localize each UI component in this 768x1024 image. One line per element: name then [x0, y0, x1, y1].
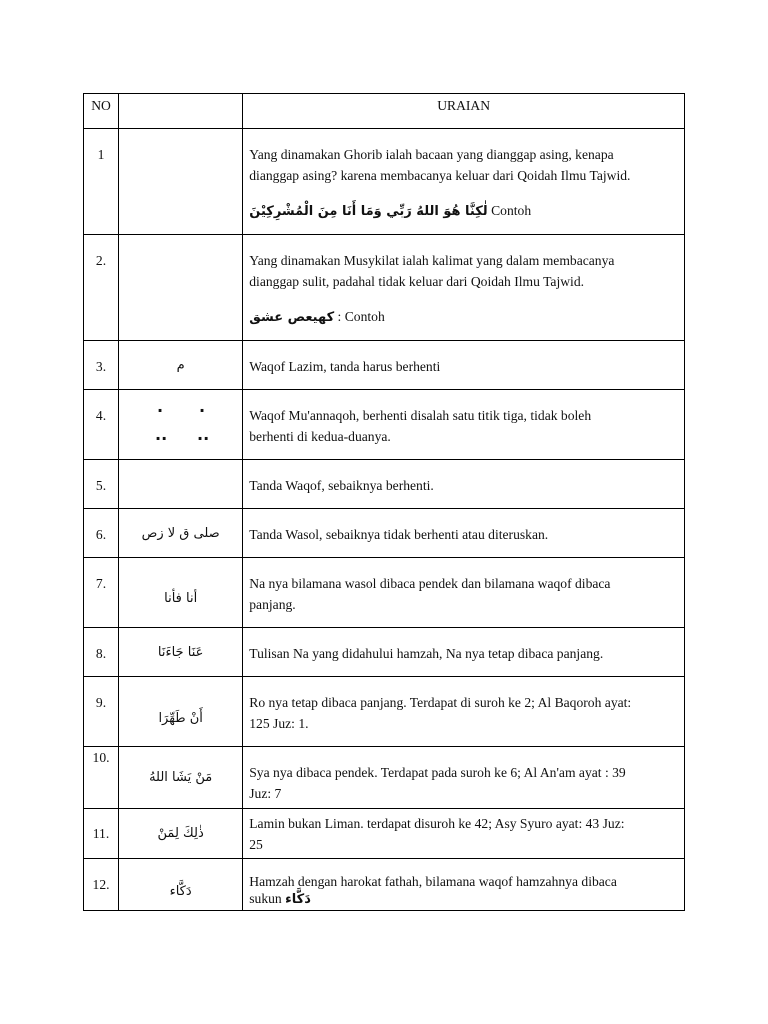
- row-symbol: ذٰلِكَ لِمَنْ: [119, 809, 243, 859]
- table-row: [84, 509, 685, 558]
- example-arabic: كهيعص عشق: [249, 310, 335, 325]
- table-row: [84, 235, 685, 341]
- description-line: berhenti di kedua-duanya.: [249, 429, 391, 444]
- sukun-text: sukun: [249, 891, 282, 906]
- description-line: Tanda Wasol, sebaiknya tidak berhenti atau diteruskan.: [249, 527, 549, 542]
- description-line: Hamzah dengan harokat fathah, bilamana waqof hamzahnya dibaca: [249, 874, 617, 889]
- header-no: NO: [84, 94, 119, 129]
- row-description: [243, 235, 685, 341]
- row-symbol: [119, 235, 243, 341]
- row-symbol: [119, 460, 243, 509]
- row-number: 3.: [84, 341, 119, 390]
- description-line: dianggap sulit, padahal tidak keluar dari Qoidah Ilmu Tajwid.: [249, 274, 585, 289]
- table-row: [84, 341, 685, 390]
- row-number: 10.: [84, 747, 119, 809]
- waqof-muannaqoh-dots: . . .. ..: [155, 397, 210, 444]
- row-description: [243, 747, 685, 809]
- example-label: : Contoh: [337, 309, 385, 324]
- description-line: Ro nya tetap dibaca panjang. Terdapat di suroh ke 2; Al Baqoroh ayat:: [249, 695, 632, 710]
- row-symbol: دَكَّاء: [119, 859, 243, 911]
- row-number: 4.: [84, 390, 119, 460]
- description-line: Waqof Lazim, tanda harus berhenti: [249, 359, 441, 374]
- table-header-row: [84, 94, 685, 129]
- row-symbol: أَنْ طَهِّرَا: [119, 677, 243, 747]
- description-line: Waqof Mu'annaqoh, berhenti disalah satu titik tiga, tidak boleh: [249, 408, 592, 423]
- table-row: [84, 859, 685, 911]
- description-line: Lamin bukan Liman. terdapat disuroh ke 42; Asy Syuro ayat: 43 Juz:: [249, 815, 625, 831]
- row-symbol: صلى ق لا زص: [119, 509, 243, 558]
- description-line: Sya nya dibaca pendek. Terdapat pada suroh ke 6; Al An'am ayat : 39: [249, 765, 626, 780]
- line-gap: [249, 292, 678, 306]
- row-number: 9.: [84, 677, 119, 747]
- row-symbol: مَنْ يَشَا اللهُ: [119, 747, 243, 809]
- description-line: Na nya bilamana wasol dibaca pendek dan bilamana waqof dibaca: [249, 576, 611, 591]
- table-row: [84, 809, 685, 859]
- description-line: Tulisan Na yang didahului hamzah, Na nya tetap dibaca panjang.: [249, 646, 604, 661]
- row-number: 11.: [84, 809, 119, 859]
- row-number: 12.: [84, 859, 119, 911]
- example-arabic: لٰكِنَّا هُوَ اللهُ رَبِّي وَمَا أَنَا مِنَ الْمُشْرِكِيْنَ: [249, 204, 488, 219]
- table-row: [84, 558, 685, 628]
- table-row: [84, 390, 685, 460]
- example-line: [249, 200, 678, 222]
- inline-arabic: دَكَّاء: [285, 892, 311, 907]
- row-description: [243, 628, 685, 677]
- description-line: panjang.: [249, 597, 296, 612]
- description-line-sukun: [249, 890, 678, 908]
- row-symbol: عَنَا جَاءَنَا: [119, 628, 243, 677]
- example-line: [249, 306, 678, 328]
- row-description: [243, 809, 685, 859]
- row-description: [243, 341, 685, 390]
- row-description: [243, 859, 685, 911]
- table-row: [84, 628, 685, 677]
- description-line: Yang dinamakan Ghorib ialah bacaan yang dianggap asing, kenapa: [249, 147, 614, 162]
- row-number: 2.: [84, 235, 119, 341]
- row-symbol: [119, 129, 243, 235]
- row-description: [243, 677, 685, 747]
- tajwid-table: [83, 93, 685, 911]
- table-row: [84, 460, 685, 509]
- description-line: 25: [249, 836, 263, 852]
- row-description: [243, 460, 685, 509]
- row-number: 8.: [84, 628, 119, 677]
- description-line: dianggap asing? karena membacanya keluar dari Qoidah Ilmu Tajwid.: [249, 168, 631, 183]
- row-symbol: م: [119, 341, 243, 390]
- table-row: [84, 129, 685, 235]
- row-number: 5.: [84, 460, 119, 509]
- header-symbol: [119, 94, 243, 129]
- line-gap: [249, 186, 678, 200]
- example-label: Contoh: [491, 203, 532, 218]
- row-number: 7.: [84, 558, 119, 628]
- row-description: [243, 509, 685, 558]
- description-line: Juz: 7: [249, 786, 282, 801]
- table-row: [84, 747, 685, 809]
- header-uraian: URAIAN: [243, 94, 685, 129]
- row-number: 6.: [84, 509, 119, 558]
- row-symbol: أنا فأنا: [119, 558, 243, 628]
- description-line: Yang dinamakan Musykilat ialah kalimat yang dalam membacanya: [249, 253, 615, 268]
- row-description: [243, 558, 685, 628]
- description-line: Tanda Waqof, sebaiknya berhenti.: [249, 478, 434, 493]
- row-description: [243, 390, 685, 460]
- table-row: [84, 677, 685, 747]
- description-line: 125 Juz: 1.: [249, 716, 309, 731]
- row-symbol: [119, 390, 243, 460]
- row-number: 1: [84, 129, 119, 235]
- row-description: [243, 129, 685, 235]
